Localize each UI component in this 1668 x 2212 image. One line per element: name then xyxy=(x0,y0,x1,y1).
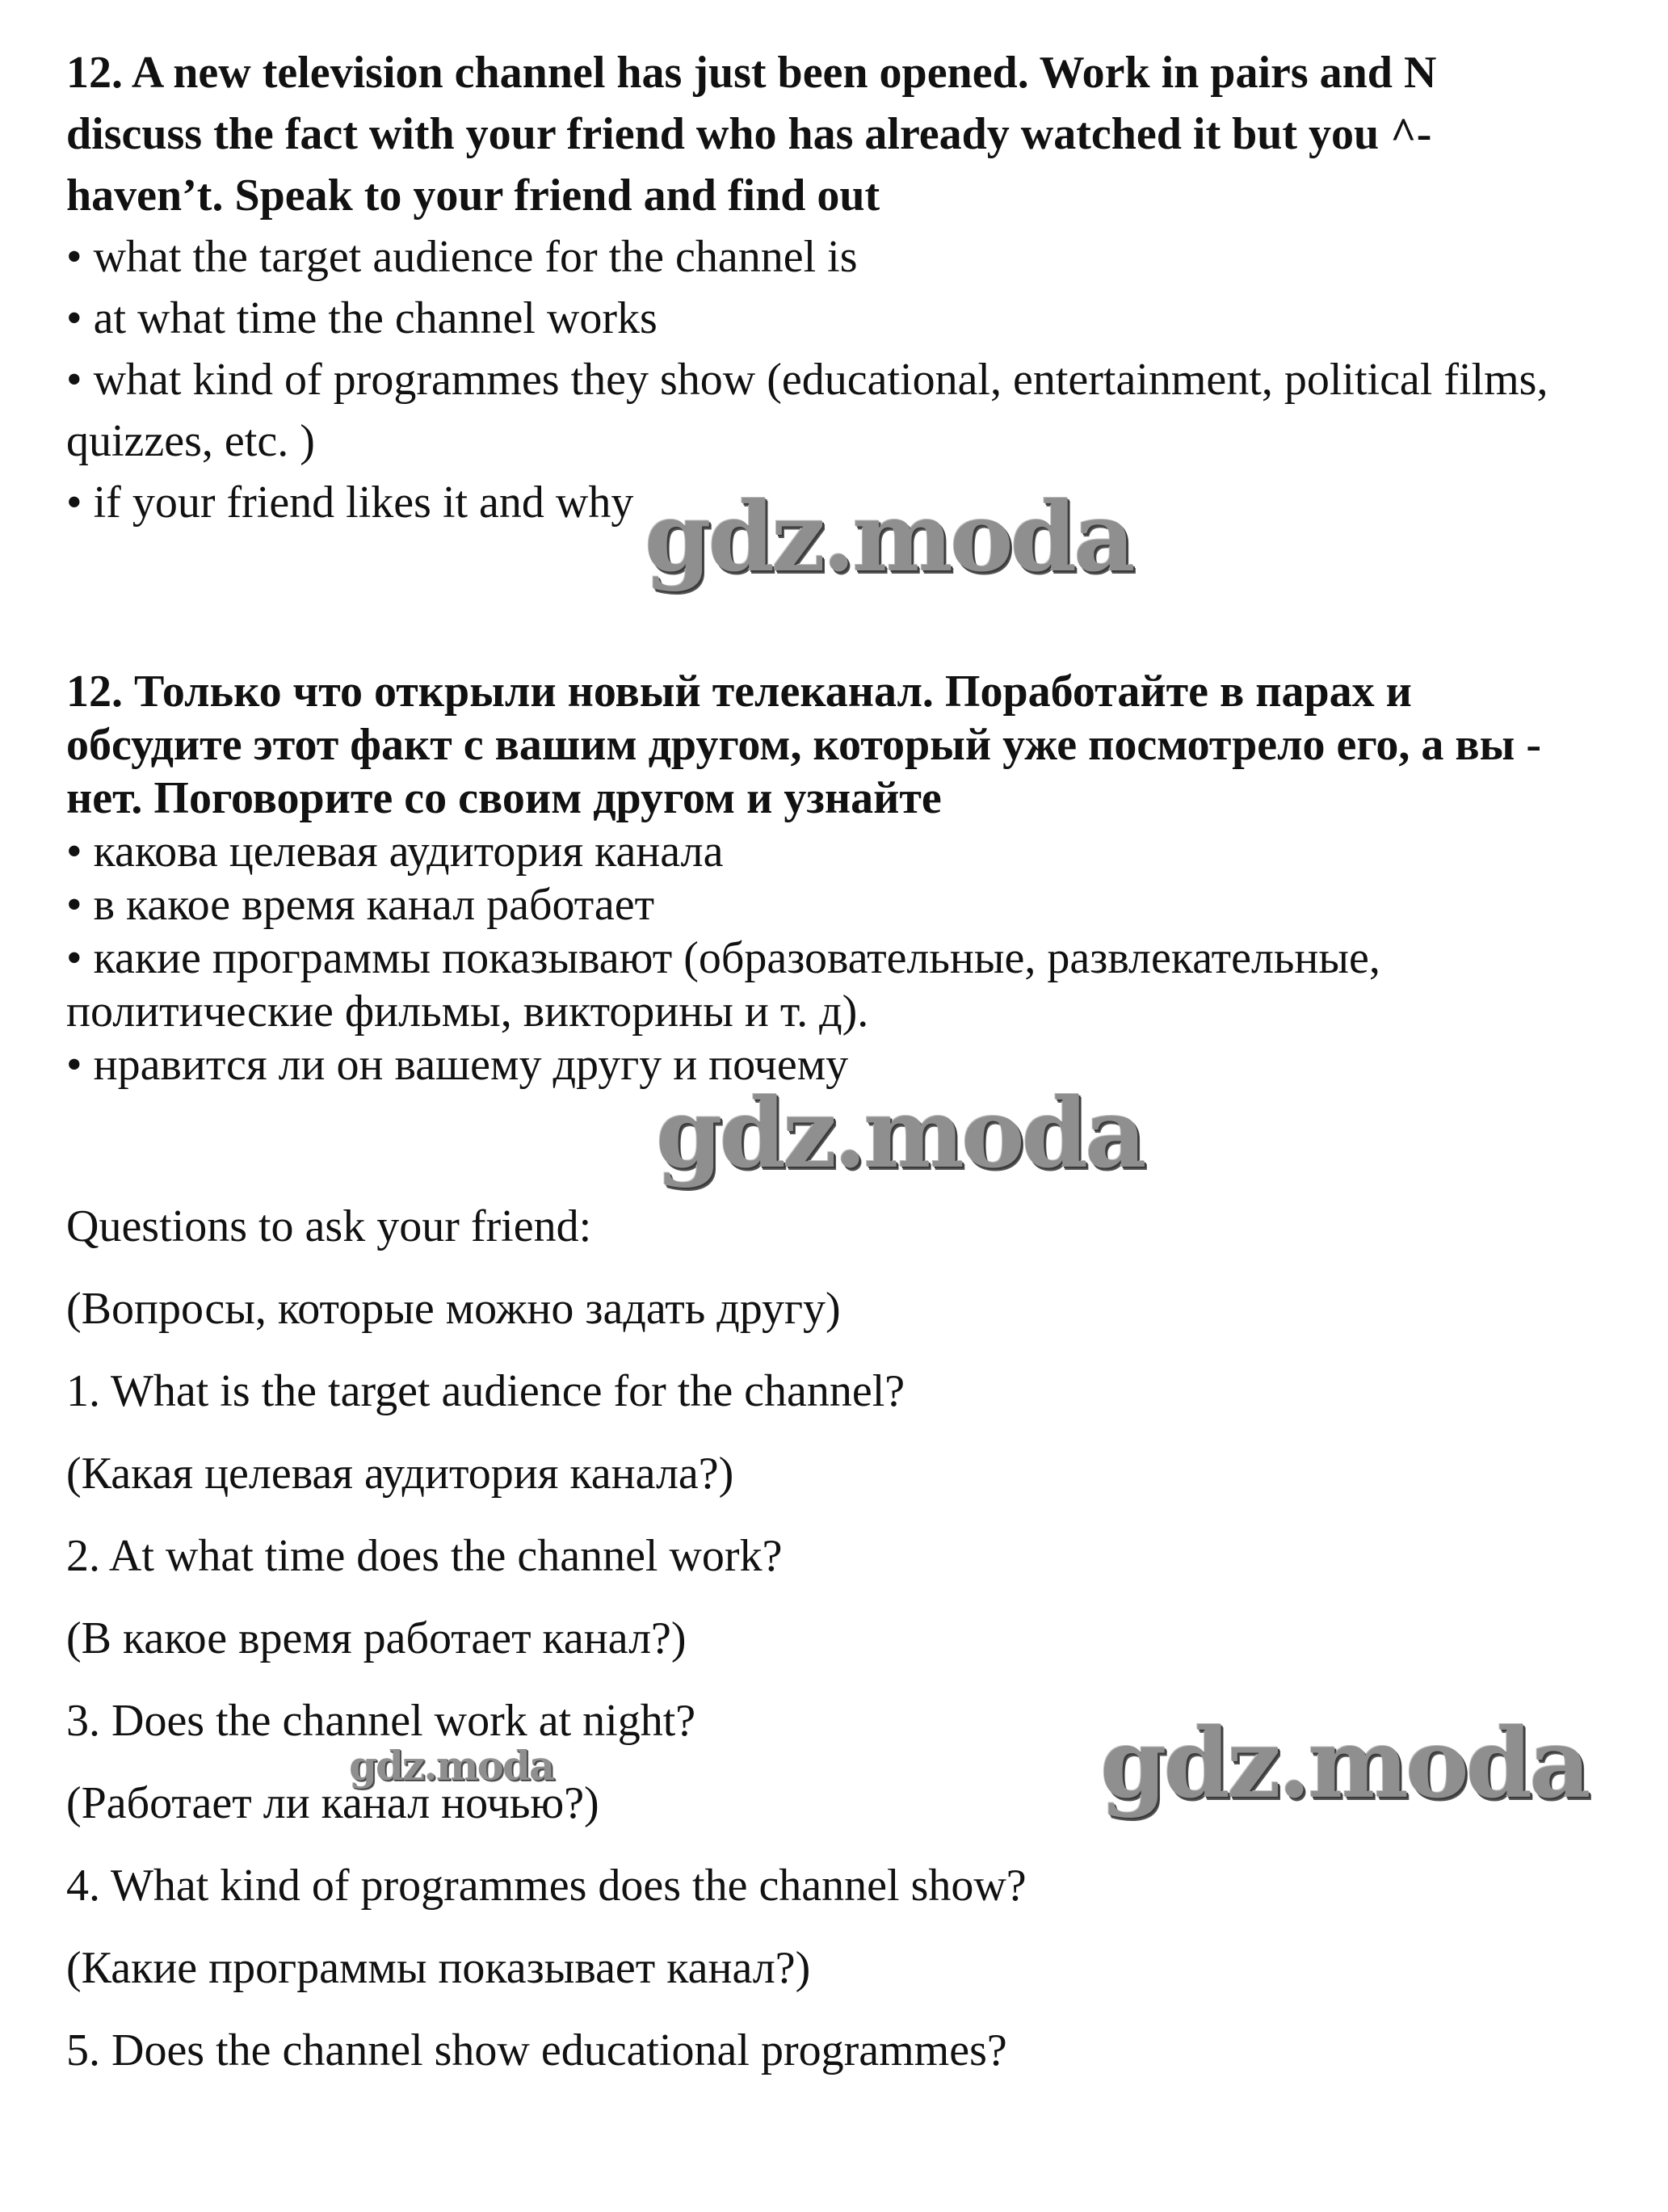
task-en-bullet-2: • at what time the channel works xyxy=(66,293,658,343)
task-en-bullet-3: • what kind of programmes they show (educational, entertainment, political films, xyxy=(66,355,1548,405)
watermark-logo: gdz.moda xyxy=(349,1742,554,1789)
question-2-ru: (В какое время работает канал?) xyxy=(66,1613,687,1663)
question-2-en: 2. At what time does the channel work? xyxy=(66,1531,783,1581)
watermark-logo: gdz.moda xyxy=(656,1077,1144,1189)
task-ru-heading-line-3: нет. Поговорите со своим другом и узнайте xyxy=(66,773,942,823)
watermark-logo: gdz.moda xyxy=(1100,1707,1588,1819)
question-1-en: 1. What is the target audience for the channel? xyxy=(66,1366,905,1416)
questions-intro-ru: (Вопросы, которые можно задать другу) xyxy=(66,1284,841,1334)
task-ru-heading-line-1: 12. Только что открыли новый телеканал. Поработайте в парах и xyxy=(66,667,1412,717)
watermark-logo: gdz.moda xyxy=(645,481,1132,593)
questions-intro-en: Questions to ask your friend: xyxy=(66,1201,592,1251)
task-en-bullet-4: • if your friend likes it and why xyxy=(66,477,634,528)
question-1-ru: (Какая целевая аудитория канала?) xyxy=(66,1449,734,1499)
task-en-bullet-3-continued: quizzes, etc. ) xyxy=(66,416,315,466)
task-ru-bullet-4: • нравится ли он вашему другу и почему xyxy=(66,1040,849,1090)
task-ru-bullet-3-continued: политические фильмы, викторины и т. д). xyxy=(66,986,869,1037)
question-4-ru: (Какие программы показывает канал?) xyxy=(66,1943,811,1993)
task-en-heading-line-3: haven’t. Speak to your friend and find out xyxy=(66,170,880,221)
question-3-ru: (Работает ли канал ночью?) xyxy=(66,1778,599,1828)
task-en-heading-line-2: discuss the fact with your friend who has already watched it but you ^- xyxy=(66,109,1432,159)
task-ru-heading-line-2: обсудите этот факт с вашим другом, который уже посмотрело его, а вы - xyxy=(66,720,1542,770)
task-en-heading-line-1: 12. A new television channel has just been opened. Work in pairs and N xyxy=(66,48,1437,98)
task-ru-bullet-3: • какие программы показывают (образовательные, развлекательные, xyxy=(66,933,1380,983)
question-3-en: 3. Does the channel work at night? xyxy=(66,1696,696,1746)
task-ru-bullet-1: • какова целевая аудитория канала xyxy=(66,826,724,877)
task-ru-bullet-2: • в какое время канал работает xyxy=(66,880,655,930)
task-en-bullet-1: • what the target audience for the channel is xyxy=(66,232,858,282)
question-4-en: 4. What kind of programmes does the channel show? xyxy=(66,1861,1027,1911)
question-5-en: 5. Does the channel show educational programmes? xyxy=(66,2025,1007,2075)
